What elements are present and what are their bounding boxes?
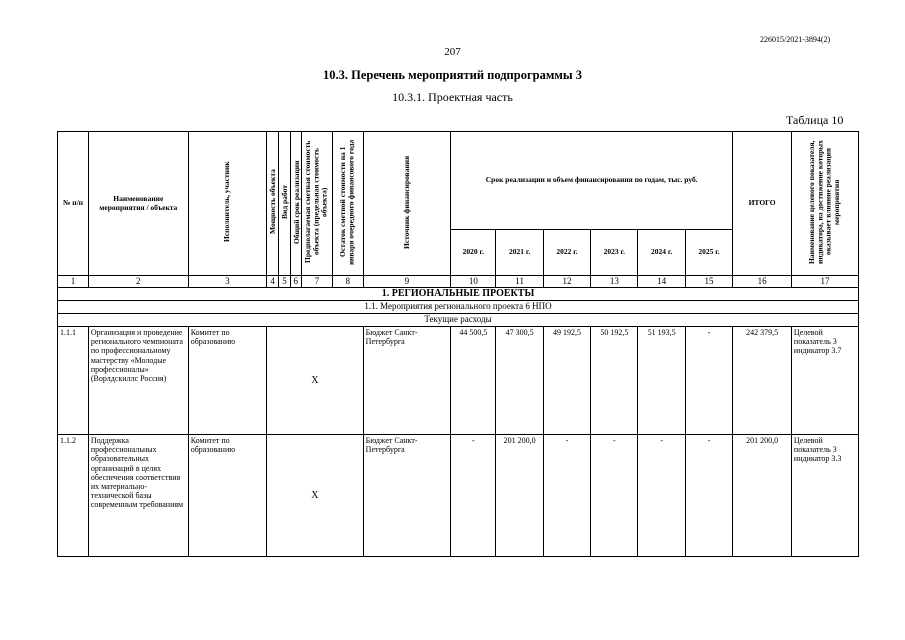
header-year-2025: 2025 г. (685, 230, 732, 276)
header-financing-period: Срок реализации и объем финансирования по годам, тыс. руб. (451, 132, 733, 230)
row-name: Поддержка профессиональных образовательных организаций в целях обеспечения соответствия их материально-технической базы современным требованиям (88, 435, 188, 557)
row-value-2024: 51 193,5 (638, 327, 685, 435)
header-funding-source: Источник финансирования (363, 132, 451, 276)
header-executor: Исполнитель, участник (188, 132, 266, 276)
row-indicator: Целевой показатель 3 индикатор 3.3 (791, 435, 858, 557)
row-mark: X (266, 435, 363, 557)
header-year-2021: 2021 г. (496, 230, 543, 276)
page-title: 10.3. Перечень мероприятий подпрограммы 3 (322, 68, 583, 82)
row-total: 242 379,5 (733, 327, 792, 435)
col-number: 15 (685, 276, 732, 288)
header-year-2022: 2022 г. (543, 230, 590, 276)
header-year-2024: 2024 г. (638, 230, 685, 276)
row-indicator: Целевой показатель 3 индикатор 3.7 (791, 327, 858, 435)
row-value-2021: 47 300,5 (496, 327, 543, 435)
header-estimated-cost: Предполагаемая сметная стоимость объекта (предельная стоимость объекта) (301, 132, 332, 276)
page-number: 207 (444, 46, 461, 58)
page-subtitle: 10.3.1. Проектная часть (392, 90, 513, 104)
table-row (58, 327, 859, 435)
table-row (58, 435, 859, 557)
col-number: 6 (290, 276, 301, 288)
col-number: 13 (591, 276, 638, 288)
col-number: 5 (279, 276, 290, 288)
col-number: 4 (266, 276, 278, 288)
col-number: 2 (88, 276, 188, 288)
row-executor: Комитет по образованию (188, 327, 266, 435)
row-executor: Комитет по образованию (188, 435, 266, 557)
col-number: 17 (791, 276, 858, 288)
row-value-2023: 50 192,5 (591, 327, 638, 435)
row-value-2022: 49 192,5 (543, 327, 590, 435)
category-heading: Текущие расходы (58, 314, 859, 327)
row-mark: X (266, 327, 363, 435)
table-label: Таблица 10 (786, 113, 844, 127)
header-capacity: Мощность объекта (266, 132, 278, 276)
row-value-2023: - (591, 435, 638, 557)
row-source: Бюджет Санкт-Петербурга (363, 327, 451, 435)
col-number: 10 (451, 276, 496, 288)
col-number: 11 (496, 276, 543, 288)
row-total: 201 200,0 (733, 435, 792, 557)
row-value-2020: - (451, 435, 496, 557)
section-heading: 1. РЕГИОНАЛЬНЫЕ ПРОЕКТЫ (58, 288, 859, 301)
row-value-2022: - (543, 435, 590, 557)
header-year-2023: 2023 г. (591, 230, 638, 276)
col-number: 9 (363, 276, 451, 288)
col-number: 14 (638, 276, 685, 288)
row-num: 1.1.1 (58, 327, 89, 435)
col-number: 1 (58, 276, 89, 288)
col-number: 3 (188, 276, 266, 288)
col-number: 16 (733, 276, 792, 288)
row-source: Бюджет Санкт-Петербурга (363, 435, 451, 557)
header-work-type: Вид работ (279, 132, 290, 276)
header-year-2020: 2020 г. (451, 230, 496, 276)
row-value-2025: - (685, 435, 732, 557)
header-total: ИТОГО (733, 132, 792, 276)
measures-table (57, 131, 859, 557)
header-num: № п/п (58, 132, 89, 276)
row-value-2020: 44 500,5 (451, 327, 496, 435)
col-number: 8 (332, 276, 363, 288)
subsection-heading: 1.1. Мероприятия регионального проекта 6 НПО (58, 301, 859, 314)
document-number: 226015/2021-3894(2) (760, 35, 831, 44)
row-value-2025: - (685, 327, 732, 435)
header-name: Наименование мероприятия / объекта (88, 132, 188, 276)
row-num: 1.1.2 (58, 435, 89, 557)
header-total-period: Общий срок реализации (290, 132, 301, 276)
header-remaining-cost: Остаток сметной стоимости на 1 января очередного финансового года (332, 132, 363, 276)
row-value-2021: 201 200,0 (496, 435, 543, 557)
col-number: 12 (543, 276, 590, 288)
header-indicator: Наименование целевого показателя, индикатора, на достижение которых оказывает влияние реализация мероприятия (791, 132, 858, 276)
row-value-2024: - (638, 435, 685, 557)
col-number: 7 (301, 276, 332, 288)
row-name: Организация и проведение регионального чемпионата по профессиональному мастерству «Молодые профессионалы» (Ворлдскиллс Россия) (88, 327, 188, 435)
